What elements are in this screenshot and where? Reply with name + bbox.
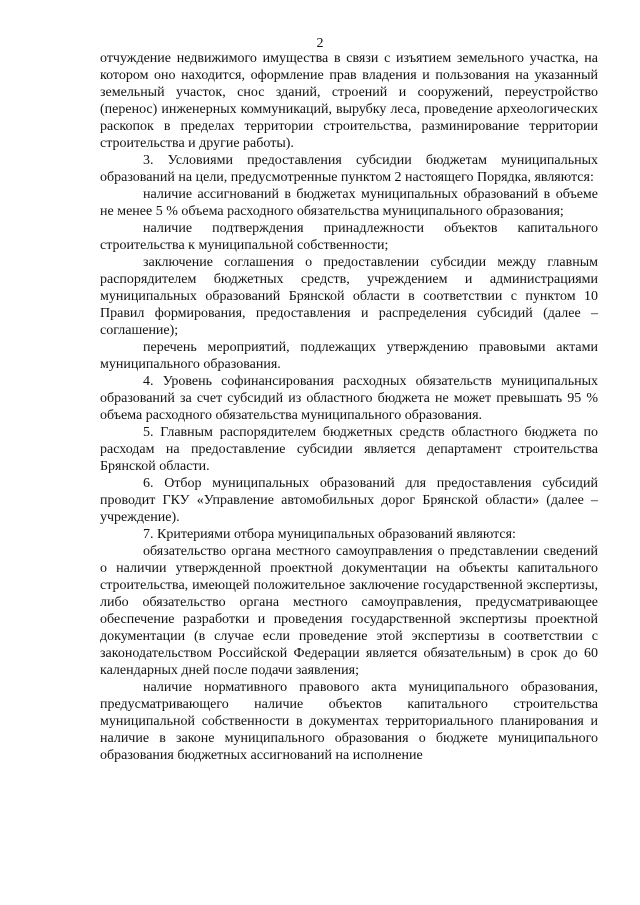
paragraph-5: заключение соглашения о предоставлении субсидии между главным распорядителем бюджетных средств, учреждением и администрациями муниципальных образований Брянской области в соответствии с пунктом 10 Правил формирования, предоставления и распределения субсидий (далее – соглашение); — [100, 255, 598, 338]
paragraph-10: 7. Критериями отбора муниципальных образований являются: — [143, 527, 516, 542]
paragraph-12: наличие нормативного правового акта муниципального образования, предусматривающего наличие объектов капитального строительства муниципальной собственности в документах территориального планирования и наличие в законе муниципального образования о бюджете муниципального образования бюджетных ассигнований на исполнение — [100, 680, 598, 763]
document-body — [100, 50, 598, 764]
paragraph-7: 4. Уровень софинансирования расходных обязательств муниципальных образований за счет субсидий из областного бюджета не может превышать 95 % объема расходного обязательства муниципального образования. — [100, 374, 598, 423]
page-number: 2 — [316, 36, 324, 51]
paragraph-2: 3. Условиями предоставления субсидии бюджетам муниципальных образований на цели, предусмотренные пунктом 2 настоящего Порядка, являются: — [100, 153, 598, 185]
paragraph-1: отчуждение недвижимого имущества в связи с изъятием земельного участка, на котором оно находится, оформление прав владения и пользования на указанный земельный участок, снос зданий, строений и сооружений, переустройство (перенос) инженерных коммуникаций, вырубку леса, проведение археологических раскопок в пределах территории строительства, разминирование территории строительства и другие работы). — [100, 51, 598, 151]
paragraph-3: наличие ассигнований в бюджетах муниципальных образований в объеме не менее 5 % объема расходного обязательства муниципального образования; — [100, 187, 598, 219]
paragraph-8: 5. Главным распорядителем бюджетных средств областного бюджета по расходам на предоставление субсидии является департамент строительства Брянской области. — [100, 425, 598, 474]
paragraph-6: перечень мероприятий, подлежащих утверждению правовыми актами муниципального образования. — [100, 340, 598, 372]
paragraph-11: обязательство органа местного самоуправления о представлении сведений о наличии утвержденной проектной документации на объекты капитального строительства, имеющей положительное заключение государственной экспертизы, либо обязательство органа местного самоуправления, предусматривающее обеспечение разработки и проведения государственной экспертизы проектной документации (в случае если проведение этой экспертизы в соответствии с законодательством Российской Федерации является обязательным) в срок до 60 календарных дней после подачи заявления; — [100, 544, 598, 678]
paragraph-4: наличие подтверждения принадлежности объектов капитального строительства к муниципальной собственности; — [100, 221, 598, 253]
paragraph-9: 6. Отбор муниципальных образований для предоставления субсидий проводит ГКУ «Управление автомобильных дорог Брянской области» (далее – учреждение). — [100, 476, 598, 525]
